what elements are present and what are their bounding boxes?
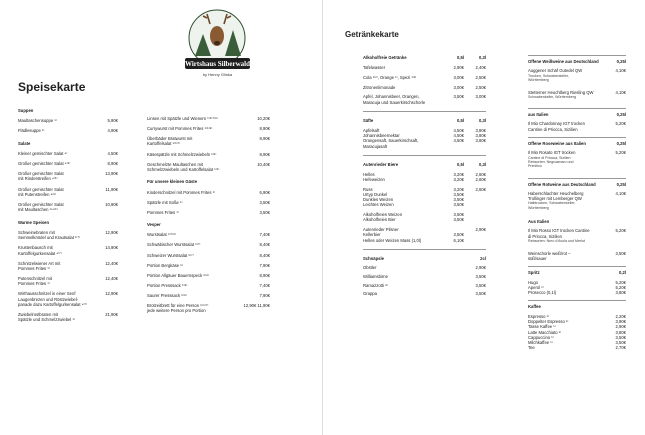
menu-item-price: 8,90€ (259, 272, 270, 278)
menu-item-price: 7,40€ (259, 282, 270, 288)
drinks-header-size-small: 0,3l (479, 55, 486, 60)
menu-item (147, 263, 270, 268)
menu-section-heading: Suppen (18, 108, 34, 113)
drinks-column-2 (528, 55, 626, 354)
menu-item-name: Käsespätzle mit Schmelzzwiebeln ¹⁾⁵⁾ (147, 151, 217, 157)
menu-item-name: Maultaschensuppe ¹⁾ (18, 118, 57, 124)
menu-item-price: 11,90€ (105, 186, 118, 192)
drinks-table-header (363, 55, 486, 60)
drink-price-large: 0,5l (457, 161, 464, 167)
menu-item-price: 10,20€ (257, 116, 270, 121)
drink-price-large: 3,00€ (453, 74, 464, 80)
wine-section-size: 0,25l (616, 59, 626, 64)
menu-item (18, 151, 118, 156)
menu-item (147, 162, 270, 173)
menu-item-name: Zwiebelrostbraten mit Spätzle und Schmelzzwiebel ¹⁾ (18, 312, 75, 323)
menu-item (147, 242, 270, 247)
menu-item (147, 126, 270, 131)
drink-item-name: Zitronenlimonade (363, 84, 396, 90)
menu-item-price: 10,90€ (105, 201, 118, 207)
wine-item (528, 90, 626, 104)
menu-item-name: Großer gemischter Salat mit Maultaschen ¹⁾⁴⁾⁶⁾ (18, 201, 64, 213)
menu-item-name: Schweizer Wurstsalat ⁶⁾⁷⁾ (147, 252, 194, 258)
menu-item-name: Linsen mit Spätzle und Wienern ¹⁾⁶⁾⁷⁾⁸⁾ (147, 116, 218, 121)
menu-item-price: 4,50€ (107, 150, 118, 156)
wine-item-name: Il Mio Rosso IGT trocken Cantine di Priocca, Sizilien (528, 228, 590, 239)
menu-item (18, 261, 118, 272)
wine-item-name: Weinschorle weiß/rot – süß/sauer (528, 250, 571, 261)
wine-item-text (528, 150, 616, 172)
menu-item-price: 3,50€ (259, 199, 270, 205)
menu-item-price: 3,50€ (259, 209, 270, 215)
menu-item-price: 12,90€ (105, 291, 118, 297)
wine-section-title: Aus Italien (528, 219, 550, 225)
menu-item-name: Portion Presssack ⁶⁾⁸⁾ (147, 282, 188, 288)
section-divider (363, 111, 486, 112)
wine-item-text (528, 228, 616, 247)
menu-item-name: Portion Bergkäse ⁵⁾ (147, 262, 184, 268)
food-menu-page (0, 0, 322, 435)
wine-section-header (528, 108, 626, 117)
drinks-menu-page (322, 0, 645, 435)
menu-item-name: Geschmelzte Maultaschen mit Schmelzzwiebeln und Kartoffelsalat ¹⁾⁶⁾ (147, 161, 220, 172)
menu-item (147, 273, 270, 278)
menu-item (18, 312, 118, 323)
wine-section-size: 0,25l (616, 181, 626, 187)
drink-item-name: Säfte (363, 117, 374, 123)
menu-item-price: 14,90€ (105, 245, 118, 251)
wine-section-size: 0,25l (616, 141, 626, 147)
drink-price-small: 2,60€ 2,60€ (475, 171, 486, 182)
menu-item (147, 152, 270, 157)
wine-item-note: Cantine di Priocca, Sizilien Rebsorten: Negroamaro und Primitivo (528, 155, 574, 169)
menu-section-heading: Warme Speisen (18, 219, 50, 225)
schnaps-price: 3,50€ (475, 291, 486, 297)
menu-item-price: 8,90€ (107, 161, 118, 167)
drink-item (363, 128, 486, 149)
menu-item-name: Überbäder Bratwurst mit Kartoffelsalat ¹⁾⁶⁾⁷⁾ (147, 136, 193, 147)
section-divider (363, 249, 486, 250)
drink-item (363, 187, 486, 208)
menu-item-price: 10,40€ (257, 161, 270, 167)
menu-item-name: Großer gemischter Salat ⁴⁾⁶⁾ (18, 161, 71, 167)
menu-item-name: Großer gemischter Salat mit Putenstreifen ⁴⁾⁶⁾ (18, 186, 64, 197)
wine-item-text (528, 280, 616, 296)
wine-section-title: Offene Weißweine aus Deutschland (528, 59, 599, 64)
wine-item-note: Schwabenkeller, Württemberg (528, 94, 576, 99)
menu-item (18, 128, 118, 133)
menu-item (18, 230, 118, 241)
wine-item-name: Stetterner Heuchlberg Riesling QW (528, 89, 594, 95)
wine-section-size: 0,2l (619, 270, 626, 276)
schnaps-price: 2,90€ (475, 265, 486, 271)
section-divider (363, 155, 486, 156)
wine-item-name: Il Mio Chardonnay IGT trocken Cantine di Priocca, Sizilien (528, 121, 585, 132)
wine-section-size: 0,25l (616, 112, 626, 118)
wine-item-name: Hugo Aperol ¹⁾ Prosecco (0,1l) (528, 279, 557, 296)
drink-item-name: Apfel, Johannisbeer, Orangen, Maracuja und Sauerkirschschorle (363, 94, 426, 105)
wine-item (528, 251, 626, 262)
schnaps-item (363, 274, 486, 279)
wine-section-header (528, 137, 626, 146)
drink-item (363, 65, 486, 70)
drink-price-small: 0,3l (479, 161, 486, 167)
wine-section-title: Offene Roseweine aus Italien (528, 141, 586, 147)
drink-item-name: Helles Hefeweizen (363, 171, 385, 182)
drink-price-small: 3,00€ (475, 94, 486, 100)
menu-item-name: Wirthausschnitzel in einer Senf Laugenbrezen und Röstzwiebel- panade dazu Kartoffelgurkensalat ⁴⁾⁷⁾ (18, 291, 88, 307)
menu-item-name: Schweinebraten mit Semmelknödel und Krautsalat ¹⁾⁷⁾ (18, 229, 80, 241)
drink-price-large: 0,5l (457, 117, 464, 123)
drink-item-name: Alkoholfreies Weizen Alkoholfreies Bier (363, 212, 403, 223)
menu-item-name: Kinderschnitzel mit Pommes Frites ¹⁾ (147, 189, 216, 195)
menu-item-price: 5,90€ (107, 118, 118, 124)
drink-price-large: 3,50€ 6,10€ (453, 232, 464, 243)
wine-item-price: 3,50€ (615, 250, 626, 256)
menu-item (147, 200, 270, 205)
drink-item (363, 212, 486, 223)
menu-item-name: Flädlesuppe ¹⁾ (18, 128, 45, 134)
menu-item-name: Saurer Presssack ⁶⁾⁸⁾ (147, 292, 187, 298)
schnaps-name: Ramazzotti ⁸⁾ (363, 282, 388, 288)
drink-price-small: 0,3l (479, 117, 486, 123)
drink-item (363, 162, 486, 167)
menu-item-price: 12,90€ 11,90€ (243, 303, 270, 308)
drink-item-name: Autenrieder Pilsner Kellerbier Helles oder Weizen Mass (1,0l) (363, 227, 422, 243)
wine-section-header (528, 300, 626, 309)
schnaps-price: 3,50€ (475, 282, 486, 288)
menu-item-name: Spätzle mit Soße ¹⁾ (147, 199, 183, 205)
menu-item-name: Wurstsalat ⁶⁾⁷⁾⁸⁾ (147, 232, 176, 238)
schnaps-name: Grappa (363, 291, 377, 297)
menu-item-price: 6,90€ (259, 189, 270, 195)
menu-item (18, 245, 118, 256)
menu-item (18, 276, 118, 287)
menu-item-price: 4,90€ (107, 128, 118, 134)
wine-section-header (528, 266, 626, 275)
schnaps-size: 2cl (480, 255, 486, 261)
wine-item-note: Halbtrocken, Schwabenkeller, Württemberg (528, 201, 576, 210)
drink-price-small: 2,50€ (475, 74, 486, 80)
drink-price-large: 3,20€ 3,20€ (453, 171, 464, 182)
menu-item-name: Pommes Frites ¹⁾ (147, 209, 179, 215)
wine-item-price: 5,20€ (615, 228, 626, 234)
menu-item-price: 7,90€ (259, 292, 270, 298)
schnaps-price: 3,50€ (475, 273, 486, 279)
menu-item-price: 12,40€ (105, 276, 118, 282)
menu-item-price: 7,40€ (259, 232, 270, 238)
menu-item-price: 13,90€ (105, 171, 118, 177)
drink-item (363, 85, 486, 90)
menu-item (147, 253, 270, 258)
menu-item (18, 171, 118, 182)
drink-item-name: Apfelsaft Johannisbeernektar Orangensaft, Sauerkirschsaft, Maracujasaft (363, 127, 419, 149)
wine-item-text (528, 251, 616, 262)
schnaps-title: Schnäpsle (363, 255, 384, 261)
drink-item-name: Autenrieder Biere (363, 161, 399, 167)
drink-item-name: Cola ¹⁾²⁾, Orange ¹⁾, Spezi ¹⁾²⁾ (363, 74, 417, 80)
drink-item (363, 118, 486, 123)
drinks-menu-title: Getränkekarte (345, 30, 399, 39)
wine-item-price: 5,20€ (615, 150, 626, 156)
drink-item-name: Tafelwasser (363, 65, 386, 71)
logo-name: Wirtshaus Silberwald (184, 60, 251, 68)
wine-item-name: Haberschlachter Heuchelberg Trollinger mit Lemberger QW (528, 190, 584, 202)
drinks-column-1 (363, 55, 486, 300)
wine-item-text (528, 191, 616, 214)
wine-item-price: 4,10€ (615, 68, 626, 74)
drink-price-large: 4,50€ 4,50€ 4,50€ (453, 127, 464, 144)
menu-section-heading: Für unsere kleinen Gäste (147, 179, 198, 185)
menu-item-name: Schnitzelwiener Art mit Pommes Frites ¹⁾ (18, 260, 61, 271)
schnaps-header (363, 256, 486, 261)
drink-price-large: 3,50€ 3,50€ (453, 212, 464, 223)
drink-price-large: 3,00€ (453, 84, 464, 90)
menu-item (18, 161, 118, 166)
menu-item-price: 8,90€ (259, 126, 270, 132)
drink-price-large: 3,20€ 3,50€ 3,50€ 3,50€ (453, 186, 464, 208)
wine-item-price: 5,20€ (615, 121, 626, 127)
drink-price-small: 3,80€ 3,80€ 3,80€ (475, 127, 486, 144)
menu-item (147, 283, 270, 288)
wine-item-name: Auggener Schäf Gutedel QW (528, 68, 583, 74)
schnaps-name: Williamsbirne (363, 273, 388, 279)
restaurant-logo (175, 6, 260, 86)
menu-item-name: Portion Allgäuer Bauernspeck ⁶⁾⁸⁾ (147, 272, 209, 278)
wine-item-price: 5,20€ 5,20€ 3,80€ (615, 279, 626, 296)
food-menu-title: Speisekarte (18, 80, 86, 94)
schnaps-item (363, 291, 486, 296)
wine-item (528, 68, 626, 86)
logo-tagline: by Henny Glinka (202, 72, 233, 77)
menu-item (147, 190, 270, 195)
wine-item-name: Il Mio Rosato IGT trocken (528, 150, 576, 156)
menu-item-price: 12,90€ (105, 229, 118, 235)
menu-item-name: Schwäbischer Wurstsalat ⁶⁾⁷⁾ (147, 242, 201, 248)
drink-price-small: 2,40€ (475, 65, 486, 71)
wine-item (528, 191, 626, 214)
drink-item (363, 94, 486, 105)
food-column-2 (147, 116, 270, 318)
drink-item (363, 75, 486, 80)
food-column-1 (18, 108, 118, 327)
wine-item-name: Espresso ¹⁾ Doppelter Espresso ¹⁾ Tasse Kaffee ¹⁾ Latte Macchiato ¹⁾ Cappuccino ¹⁾ Milchkaffee ¹⁾ Tee (528, 313, 569, 351)
menu-item (147, 303, 270, 314)
drink-price-small (464, 212, 486, 223)
menu-item (18, 291, 118, 307)
wine-item-price: 2,20€ 3,90€ 2,90€ 3,80€ 3,50€ 3,50€ 2,70€ (615, 313, 626, 351)
wine-item-price: 4,10€ (615, 89, 626, 95)
wine-item-text (528, 121, 616, 132)
menu-item (147, 210, 270, 215)
drink-item (363, 227, 486, 243)
menu-item-name: Kleiner gemischter Salat ⁴⁾ (18, 150, 68, 156)
schnaps-name: Obstler (363, 265, 377, 271)
wine-item-text (528, 90, 616, 104)
wine-section-header (528, 55, 626, 64)
wine-section-title: aus Italien (528, 112, 549, 118)
drink-price-small: 2,50€ (475, 84, 486, 90)
drink-price-small: 2,60€ (475, 186, 486, 192)
menu-section-heading: Vesper (147, 222, 161, 228)
menu-item (147, 136, 270, 147)
wine-item-price: 4,10€ (615, 190, 626, 196)
drink-price-small: 2,90€ (475, 227, 486, 233)
menu-item-price: 8,40€ (259, 252, 270, 258)
menu-item-price: 8,90€ (259, 151, 270, 157)
menu-item (18, 118, 118, 123)
menu-item (147, 293, 270, 298)
menu-item (147, 116, 270, 121)
menu-item-name: Brotzeitbrett für eine Person ⁵⁾⁶⁾⁷⁾ jede weitere Person pro Portion (147, 303, 209, 314)
menu-item-price: 21,90€ (105, 312, 118, 318)
menu-item-name: Krustenbausch mit Kartoffelgurkensalat ⁴⁾⁷⁾ (18, 245, 62, 256)
wine-item (528, 228, 626, 247)
menu-item-price: 8,40€ (259, 242, 270, 248)
wine-section-header (528, 178, 626, 187)
schnaps-item (363, 265, 486, 270)
wine-item (528, 150, 626, 172)
wine-item-text (528, 68, 616, 86)
menu-item (18, 202, 118, 213)
wine-item-note: Trocken, Schwabenkeller, Württemberg (528, 73, 570, 82)
wine-section-title: Kaffee (528, 304, 541, 310)
drink-price-large: 3,50€ (453, 94, 464, 100)
drinks-header-size-large: 0,5l (457, 55, 464, 60)
wine-item-note: Rebsorten: Nero d'Avola und Merlot (528, 238, 585, 243)
wine-section-title: Offene Rotweine aus Deutschland (528, 181, 596, 187)
drink-item (363, 172, 486, 183)
menu-item (147, 232, 270, 237)
deer-logo-icon (175, 6, 260, 86)
menu-item-price: 7,90€ (259, 262, 270, 268)
drinks-header-name: Alkoholfreie Getränke (363, 55, 407, 60)
wine-item (528, 280, 626, 296)
menu-item-name: Putenschnitzel mit Pommes Frites ¹⁾ (18, 276, 52, 287)
schnaps-item (363, 283, 486, 288)
wine-item-text (528, 314, 616, 351)
wine-section-header (528, 219, 626, 224)
menu-item (18, 187, 118, 198)
menu-item-name: Currywurst mit Pommes Frites ¹⁾⁶⁾⁸⁾ (147, 126, 213, 132)
menu-item-price: 8,90€ (259, 136, 270, 142)
wine-item (528, 121, 626, 132)
menu-section-heading: Salate (18, 140, 31, 146)
menu-item-price: 12,40€ (105, 260, 118, 266)
wine-item (528, 314, 626, 351)
drink-price-large: 2,90€ (453, 65, 464, 71)
drink-item-name: Russ Urtyp Dunkel Dunkles Weizen Leichtes Weizen (363, 186, 394, 208)
menu-item-name: Großer gemischter Salat mit Rinderstreifen ⁴⁾⁶⁾ (18, 171, 64, 182)
wine-section-title: Spritz (528, 270, 540, 276)
